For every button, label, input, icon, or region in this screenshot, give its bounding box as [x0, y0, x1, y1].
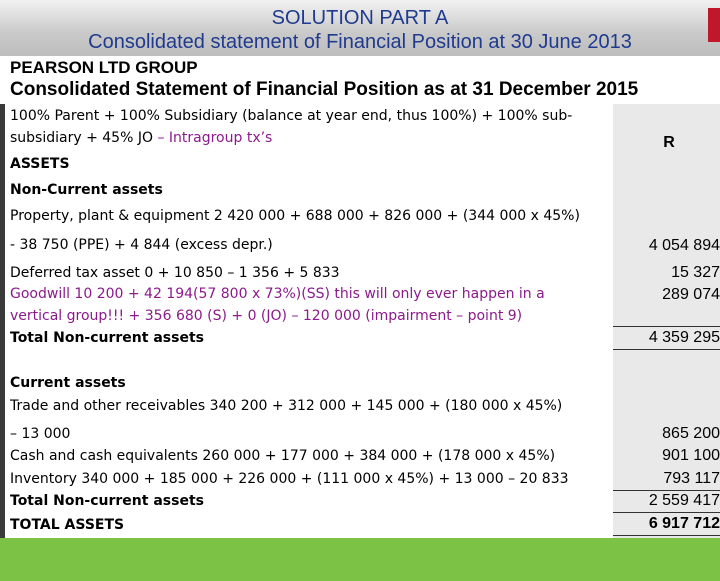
goodwill-line-2: vertical group!!! + 356 680 (S) + 0 (JO) – 120 000 (impairment – point 9) — [10, 308, 523, 324]
goodwill-value: 289 074 — [662, 286, 720, 303]
slide-subtitle: Consolidated statement of Financial Position at 30 June 2013 — [88, 31, 632, 53]
red-tab-decoration — [708, 8, 720, 42]
receivables-value: 865 200 — [662, 425, 720, 442]
intragroup-note: – Intragroup tx’s — [157, 130, 273, 146]
deferred-tax-value: 15 327 — [671, 264, 720, 281]
total-assets-label: TOTAL ASSETS — [10, 517, 125, 533]
ppe-line-1: Property, plant & equipment 2 420 000 + 688 000 + 826 000 + (344 000 x 45%) — [10, 208, 580, 224]
total-noncurrent-value-2: 2 559 417 — [648, 492, 720, 509]
total-noncurrent-label-2: Total Non-current assets — [10, 493, 204, 509]
total-assets-underline — [613, 535, 720, 536]
current-total-rule — [613, 490, 720, 491]
receivables-line-1: Trade and other receivables 340 200 + 312 000 + 145 000 + (180 000 x 45%) — [10, 398, 563, 414]
slide-header — [0, 0, 720, 56]
noncurrent-heading: Non-Current assets — [10, 182, 163, 198]
current-heading: Current assets — [10, 375, 126, 391]
cash-value: 901 100 — [662, 447, 720, 464]
subtotal-rule — [613, 326, 720, 327]
intro-line-1: 100% Parent + 100% Subsidiary (balance at year end, thus 100%) + 100% sub- — [10, 108, 573, 124]
receivables-line-2: – 13 000 — [10, 426, 71, 442]
slide-title: SOLUTION PART A — [271, 7, 449, 29]
ppe-line-2: - 38 750 (PPE) + 4 844 (excess depr.) — [10, 237, 273, 253]
total-noncurrent-value-1: 4 359 295 — [648, 329, 720, 346]
currency-header: R — [663, 134, 675, 151]
intro-line-2-text: subsidiary + 45% JO — [10, 130, 158, 146]
total-noncurrent-label-1: Total Non-current assets — [10, 330, 204, 346]
assets-heading: ASSETS — [10, 156, 70, 172]
financial-position-table — [5, 104, 720, 538]
intro-line-2 — [10, 130, 272, 146]
footer-band — [0, 538, 720, 581]
cash-label: Cash and cash equivalents 260 000 + 177 000 + 384 000 + (178 000 x 45%) — [10, 448, 556, 464]
statement-title: Consolidated Statement of Financial Position as at 31 December 2015 — [10, 79, 639, 100]
ppe-value: 4 054 894 — [648, 237, 720, 254]
company-name: PEARSON LTD GROUP — [10, 58, 198, 77]
deferred-tax-label: Deferred tax asset 0 + 10 850 – 1 356 + 5 833 — [10, 265, 340, 281]
total-assets-rule — [613, 512, 720, 513]
total-assets-value: 6 917 712 — [648, 515, 720, 532]
goodwill-line-1: Goodwill 10 200 + 42 194(57 800 x 73%)(SS) this will only ever happen in a — [10, 286, 545, 302]
inventory-label: Inventory 340 000 + 185 000 + 226 000 + (111 000 x 45%) + 13 000 – 20 833 — [10, 471, 569, 487]
inventory-value: 793 117 — [663, 470, 720, 487]
subtotal-rule-bottom — [613, 349, 720, 350]
